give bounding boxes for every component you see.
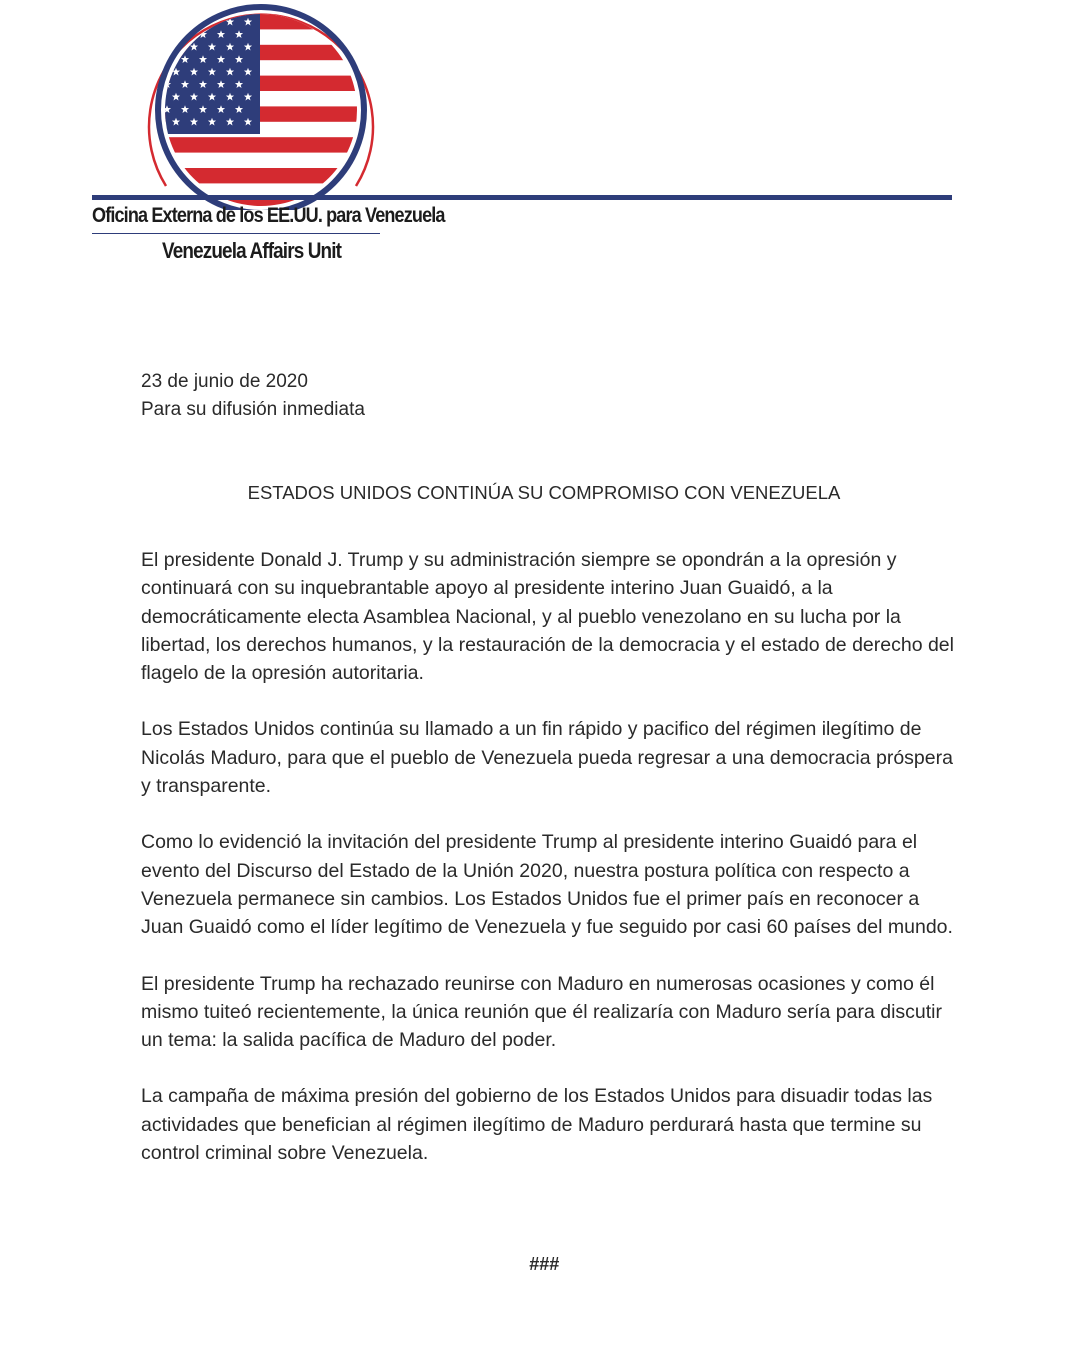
flag-stripe xyxy=(150,14,380,29)
unit-name: Venezuela Affairs Unit xyxy=(162,238,342,263)
flag-star xyxy=(154,43,162,51)
release-date: 23 de junio de 2020 xyxy=(141,371,308,392)
body-paragraph: El presidente Trump ha rechazado reunirse con Maduro en numerosas ocasiones y como él mismo tuiteó recientemente, la única reunión que él realizaría con Maduro sería para discutir un tema: la salida pacífica de Maduro del poder. xyxy=(141,972,942,1052)
flag-star xyxy=(163,30,171,38)
name-divider xyxy=(92,233,380,234)
press-release-headline: ESTADOS UNIDOS CONTINÚA SU COMPROMISO CON VENEZUELA xyxy=(247,482,841,503)
body-paragraph: La campaña de máxima presión del gobierno de los Estados Unidos para disuadir todas las actividades que benefician al régimen ilegítimo de Maduro perdurará hasta que termine su control criminal sobre Venezuela. xyxy=(141,1085,933,1165)
flag-star xyxy=(154,18,162,26)
body-paragraph: Los Estados Unidos continúa su llamado a un fin rápido y pacifico del régimen ilegítimo de Nicolás Maduro, para que el pueblo de Venezuela pueda regresar a una democracia próspera y transparente. xyxy=(141,718,953,798)
press-release-body xyxy=(141,546,961,1195)
us-flag-circle-icon xyxy=(0,0,1080,210)
end-mark: ### xyxy=(528,1254,560,1274)
body-paragraph: El presidente Donald J. Trump y su administración siempre se opondrán a la opresión y continuará con su inquebrantable apoyo al presidente interino Juan Guaidó, a la democráticamente electa Asamblea Nacional, y al pueblo venezolano en su lucha por la libertad, los derechos humanos, y la restauración de la democracia y el estado de derecho del flagelo de la opresión autoritaria. xyxy=(141,549,954,685)
office-name: Oficina Externa de los EE.UU. para Venezuela xyxy=(92,204,445,227)
flag-stripe xyxy=(150,137,380,152)
letterhead xyxy=(0,0,1080,290)
flag-star xyxy=(190,18,198,26)
release-meta xyxy=(141,368,365,424)
body-paragraph: Como lo evidenció la invitación del presidente Trump al presidente interino Guaidó para el evento del Discurso del Estado de la Unión 2020, nuestra postura política con respecto a Venezuela permanece sin cambios. Los Estados Unidos fue el primer país en reconocer a Juan Guaidó como el líder legítimo de Venezuela y fue seguido por casi 60 países del mundo. xyxy=(141,831,953,939)
flag-star xyxy=(172,18,180,26)
release-status: Para su difusión inmediata xyxy=(141,399,365,420)
